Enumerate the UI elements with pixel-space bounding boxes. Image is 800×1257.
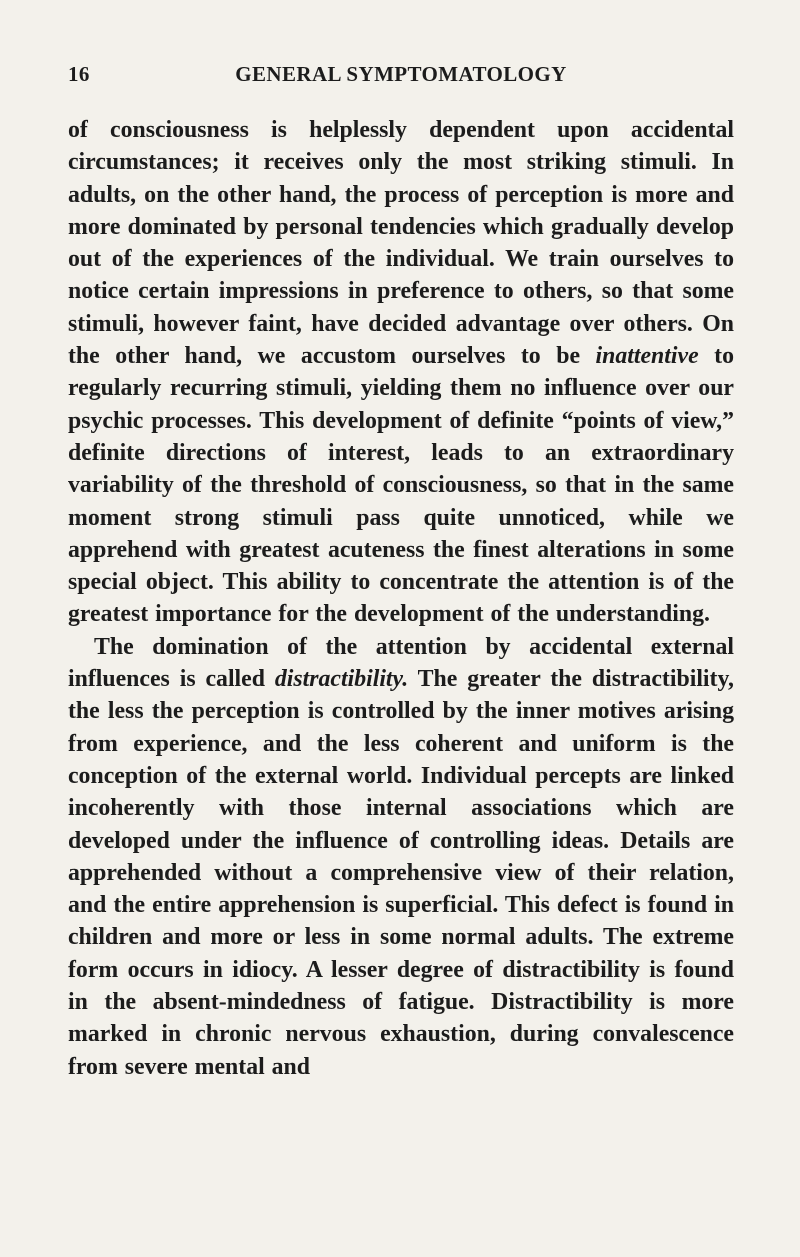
body-text xyxy=(68,114,734,1083)
paragraph-1-text-a: of consciousness is helplessly dependent upon accidental circumstances; it receives only the most striking stimuli. In adults, on the other hand, the process of perception is more and more dominated by personal tendencies which gradually develop out of the experiences of the individual. We train ourselves to notice certain impressions in preference to others, so that some stimuli, however faint, have decided advantage over others. On the other hand, we accustom ourselves to be xyxy=(68,117,734,370)
paragraph-2 xyxy=(68,631,734,1083)
paragraph-1-text-b: to regularly recurring stimuli, yielding them no influence over our psychic processes. This development of definite “points of view,” definite directions of interest, leads to an extraordinary variability of the threshold of consciousness, so that in the same moment strong stimuli pass quite unnoticed, while we apprehend with greatest acuteness the finest alterations in some special object. This ability to concentrate the attention is of the greatest importance for the development of the understanding. xyxy=(68,343,734,628)
paragraph-2-text-b: The greater the distractibility, the less the perception is controlled by the inner motives arising from experience, and the less coherent and uniform is the conception of the external world. Individual percepts are linked incoherently with those internal associations which are developed under the influence of controlling ideas. Details are apprehended without a comprehensive view of their relation, and the entire apprehension is superficial. This defect is found in children and more or less in some normal adults. The extreme form occurs in idiocy. A lesser degree of distractibility is found in the absent-mindedness of fatigue. Distractibility is more marked in chronic nervous exhaustion, during convalescence from severe mental and xyxy=(68,666,734,1080)
page-number: 16 xyxy=(68,62,90,86)
paragraph-1 xyxy=(68,114,734,631)
paragraph-1-emphasis: inattentive xyxy=(595,343,699,370)
page-header xyxy=(68,62,734,102)
running-title: GENERAL SYMPTOMATOLOGY xyxy=(235,62,567,86)
paragraph-2-text-a: The domination of the attention by accidental external influences is called xyxy=(68,633,734,693)
paragraph-2-emphasis: distractibility. xyxy=(274,666,409,693)
